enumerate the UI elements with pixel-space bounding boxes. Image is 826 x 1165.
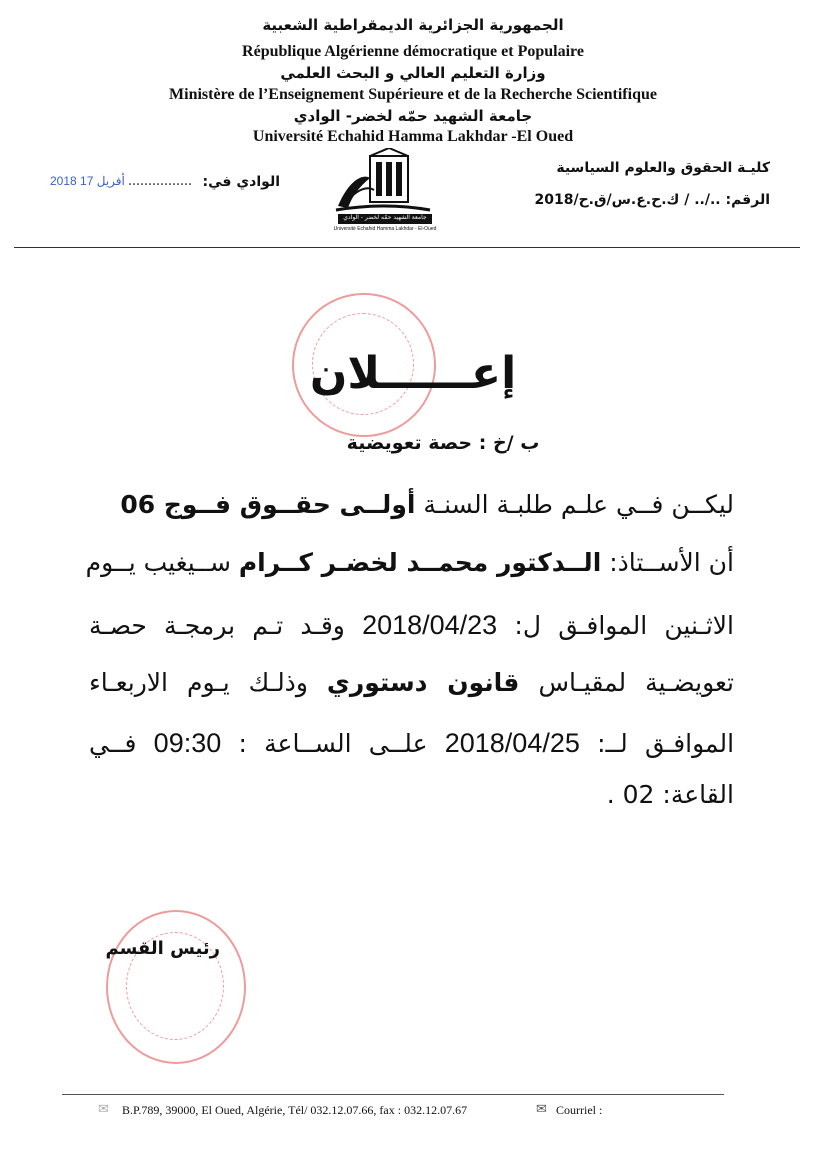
logo-text-arabic: جامعة الشهيد حمّه لخضر - الوادي: [343, 214, 427, 221]
reference-number: الرقم: ../.. / ك.ح.ع.س/ق.ح/2018: [534, 192, 770, 208]
department-stamp: [106, 910, 246, 1064]
body-line-4-text: تعويضـية لمقيـاس: [538, 668, 735, 697]
department-head-signature: رئيس القسم: [105, 938, 220, 959]
module-name: قانون دستوري: [326, 668, 520, 697]
absence-date: 2018/04/23: [362, 610, 498, 640]
body-line-2-text: أن الأســتاذ:: [609, 548, 734, 577]
body-line-3: [89, 610, 734, 641]
email-icon: ✉: [536, 1101, 547, 1116]
body-line-1: [120, 490, 734, 519]
mail-icon: ✉: [98, 1101, 109, 1116]
makeup-date: 2018/04/25: [444, 728, 580, 758]
footer-divider: [62, 1094, 724, 1095]
body-line-2-end: ســيغيب يــوم: [85, 548, 231, 577]
announcement-title: إعــــــلان: [309, 348, 517, 399]
header-divider: [14, 247, 800, 248]
university-logo-icon: [330, 148, 440, 238]
body-line-5-text: الموافـق لــ:: [597, 729, 735, 758]
body-line-5-mid: علــى الســاعة :: [238, 729, 428, 758]
body-line-4-end: وذلـك يـوم الاربعـاء: [89, 668, 308, 697]
footer: [98, 1103, 698, 1121]
subject-text: ب /خ : حصة تعويضية: [346, 432, 540, 454]
republic-french: République Algérienne démocratique et Populaire: [242, 43, 584, 60]
university-french: Université Echahid Hamma Lakhdar -El Oued: [252, 128, 574, 145]
place-label: الوادي في:: [202, 174, 280, 190]
makeup-time: 09:30: [153, 728, 222, 758]
date-dots: ................: [128, 172, 192, 189]
footer-address: B.P.789, 39000, El Oued, Algérie, Tél/ 032.12.07.66, fax : 032.12.07.67: [122, 1103, 468, 1117]
republic-arabic: الجمهورية الجزائرية الديمقراطية الشعبية: [262, 16, 564, 34]
logo-text-french: Université Echahid Hamma Lakhdar - El-Oued: [333, 226, 437, 232]
body-line-2: [85, 548, 734, 577]
body-line-5-end: فــي: [89, 729, 137, 758]
body-line-6: [89, 780, 734, 809]
body-line-1-text: ليكــن فــي علـم طلبـة السنـة: [423, 490, 734, 519]
date-block: [50, 172, 280, 196]
university-logo: [330, 148, 440, 238]
ministry-arabic: وزارة التعليم العالي و البحث العلمي: [280, 64, 546, 82]
footer-courriel-label: Courriel :: [556, 1103, 603, 1117]
body-line-5: [89, 728, 734, 759]
university-arabic: جامعة الشهيد حمّه لخضر- الوادي: [293, 107, 533, 125]
body-line-3-text: الاثـنين الموافـق ل:: [514, 611, 734, 640]
body-line-4: [89, 668, 734, 697]
handwritten-date: 2018 أفريل 17: [50, 174, 125, 188]
ministry-french: Ministère de l’Enseignement Supérieure et de la Recherche Scientifique: [169, 86, 657, 103]
body-line-1-highlight: أولــى حقــوق فــوج 06: [120, 490, 416, 519]
professor-name: الــدكتور محمــد لخضـر كــرام: [238, 548, 602, 577]
announcement-subject: [0, 432, 826, 454]
faculty-name: كليـة الحقوق والعلوم السياسية: [556, 160, 770, 176]
classroom-number: القاعة: 02 .: [606, 780, 734, 809]
body-line-3-end: وقـد تـم برمجـة حصـة: [89, 611, 345, 640]
